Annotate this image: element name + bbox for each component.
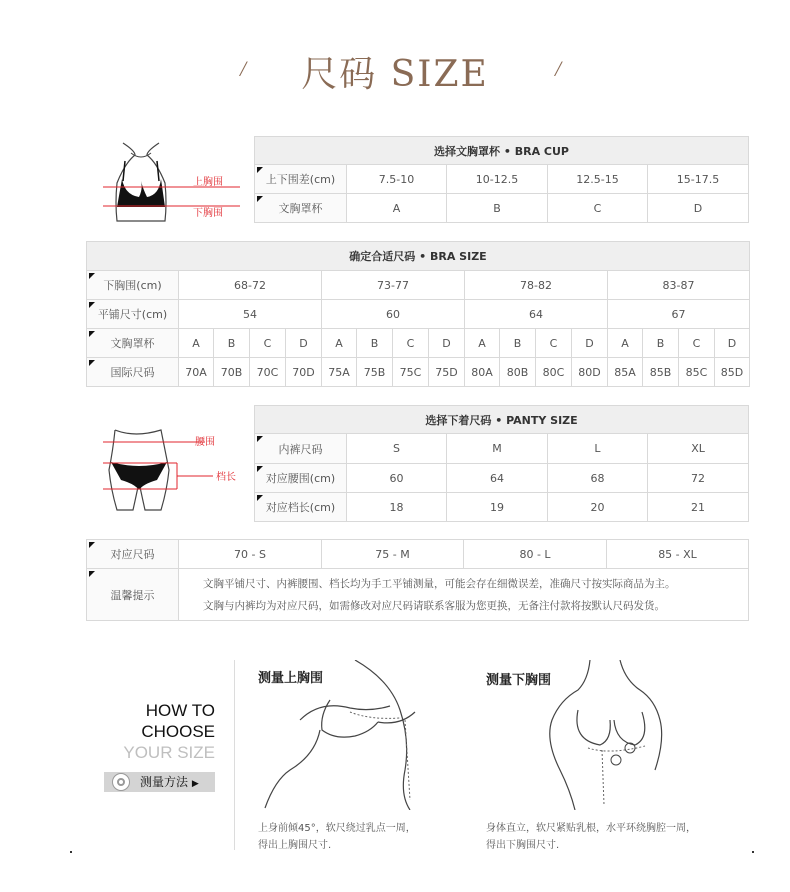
cup-cell: D [286, 329, 322, 358]
bra-size-header: 确定合适尺码 • BRA SIZE [87, 242, 750, 271]
panty-cell: 19 [447, 493, 548, 522]
bra-cup-cell: D [648, 194, 749, 223]
intl-size-cell: 75A [322, 358, 357, 387]
correspond-size-table [86, 539, 749, 621]
panty-cell: 60 [347, 464, 447, 493]
intl-size-cell: 85B [643, 358, 679, 387]
bust-figure-illustration [95, 133, 245, 228]
desc-line: 身体直立，软尺紧贴乳根，水平环绕胸腔一周， [486, 823, 696, 834]
panty-cell: 64 [447, 464, 548, 493]
panty-cell: L [548, 434, 648, 464]
intl-size-cell: 70A [179, 358, 214, 387]
cup-cell: A [608, 329, 643, 358]
corner-dot [752, 851, 754, 853]
title-slash-left: / [240, 56, 247, 81]
bra-cup-cell: 7.5-10 [347, 165, 447, 194]
tip-line: 文胸平铺尺寸、内裤腰围、档长均为手工平铺测量，可能会存在细微误差，准确尺寸按实际商品为主。 [203, 577, 676, 590]
bra-cup-cell: 12.5-15 [548, 165, 648, 194]
bra-cup-row-label: 上下围差(cm) [255, 165, 347, 194]
panty-row-label: 内裤尺码 [255, 434, 347, 464]
intl-size-cell: 70D [286, 358, 322, 387]
cup-label: 文胸罩杯 [87, 329, 179, 358]
panty-header: 选择下着尺码 • PANTY SIZE [255, 406, 749, 434]
panty-cell: XL [648, 434, 749, 464]
panty-cell: M [447, 434, 548, 464]
measure-method-button[interactable] [104, 772, 215, 792]
panty-row-label: 对应腰围(cm) [255, 464, 347, 493]
measure-lower-description [486, 820, 696, 854]
cup-cell: D [572, 329, 608, 358]
desc-line: 得出上胸围尺寸. [258, 840, 332, 851]
corner-dot [70, 851, 72, 853]
panty-size-table [254, 405, 749, 522]
upper-bust-label: 上胸围 [193, 177, 223, 188]
intl-size-cell: 80A [465, 358, 500, 387]
measure-lower-title: 测量下胸围 [486, 673, 552, 688]
intl-size-cell: 75B [357, 358, 393, 387]
bra-cup-cell: 10-12.5 [447, 165, 548, 194]
correspond-cell: 80 - L [464, 540, 607, 569]
under-bust-label: 下胸围 [193, 208, 223, 219]
intl-size-cell: 85A [608, 358, 643, 387]
panty-cell: 21 [648, 493, 749, 522]
desc-line: 得出下胸围尺寸. [486, 840, 560, 851]
bra-size-table [86, 241, 750, 387]
flat-size-cell: 54 [179, 300, 322, 329]
bra-cup-table [254, 136, 749, 223]
cup-cell: B [500, 329, 536, 358]
intl-size-cell: 80D [572, 358, 608, 387]
intl-size-cell: 85C [679, 358, 715, 387]
cup-cell: A [179, 329, 214, 358]
flat-size-cell: 67 [608, 300, 750, 329]
intl-size-cell: 75D [429, 358, 465, 387]
cup-cell: A [465, 329, 500, 358]
panty-cell: 72 [648, 464, 749, 493]
tip-line: 文胸与内裤均为对应尺码，如需修改对应尺码请联系客服为您更换，无备注付款将按默认尺码发货。 [203, 599, 665, 612]
play-arrow-icon: ▶ [191, 779, 199, 789]
bra-cup-row-label: 文胸罩杯 [255, 194, 347, 223]
howto-line: HOW TO [145, 701, 215, 720]
panty-row-label: 对应档长(cm) [255, 493, 347, 522]
section-divider [234, 660, 235, 850]
measure-upper-description [258, 820, 416, 854]
flat-size-cell: 60 [322, 300, 465, 329]
waist-label: 腰围 [195, 437, 215, 448]
panty-cell: 18 [347, 493, 447, 522]
bra-cup-header: 选择文胸罩杯 • BRA CUP [255, 137, 749, 165]
upper-bust-measure-illustration [260, 660, 460, 810]
underbust-cell: 83-87 [608, 271, 750, 300]
title-slash-right: / [555, 56, 562, 81]
panty-figure-illustration [95, 420, 245, 515]
underbust-cell: 73-77 [322, 271, 465, 300]
tips-label: 温馨提示 [87, 569, 179, 621]
howto-line: YOUR SIZE [123, 743, 215, 762]
measure-method-label: 测量方法 [140, 775, 189, 789]
intl-size-cell: 70C [250, 358, 286, 387]
cup-cell: C [393, 329, 429, 358]
cup-cell: A [322, 329, 357, 358]
panty-cell: 20 [548, 493, 648, 522]
title-area [0, 40, 790, 100]
correspond-label: 对应尺码 [87, 540, 179, 569]
intl-size-cell: 80C [536, 358, 572, 387]
cup-cell: C [679, 329, 715, 358]
flat-size-label: 平铺尺寸(cm) [87, 300, 179, 329]
correspond-cell: 75 - M [322, 540, 464, 569]
cup-cell: B [214, 329, 250, 358]
cup-cell: C [536, 329, 572, 358]
underbust-cell: 68-72 [179, 271, 322, 300]
measure-upper-title: 测量上胸围 [258, 671, 324, 686]
page-title: 尺码 SIZE [301, 54, 489, 95]
bra-cup-cell: B [447, 194, 548, 223]
cup-cell: D [715, 329, 750, 358]
panty-cell: S [347, 434, 447, 464]
cup-cell: C [250, 329, 286, 358]
correspond-cell: 70 - S [179, 540, 322, 569]
bra-cup-cell: A [347, 194, 447, 223]
how-to-choose-heading [100, 700, 215, 763]
intl-size-cell: 80B [500, 358, 536, 387]
bra-cup-cell: C [548, 194, 648, 223]
panty-cell: 68 [548, 464, 648, 493]
intl-size-label: 国际尺码 [87, 358, 179, 387]
underbust-cell: 78-82 [465, 271, 608, 300]
intl-size-cell: 85D [715, 358, 750, 387]
correspond-cell: 85 - XL [607, 540, 749, 569]
intl-size-cell: 70B [214, 358, 250, 387]
lower-bust-measure-illustration [530, 660, 710, 810]
intl-size-cell: 75C [393, 358, 429, 387]
tape-measure-icon [112, 773, 130, 791]
cup-cell: D [429, 329, 465, 358]
bra-cup-cell: 15-17.5 [648, 165, 749, 194]
howto-line: CHOOSE [141, 722, 215, 741]
cup-cell: B [357, 329, 393, 358]
underbust-label: 下胸围(cm) [87, 271, 179, 300]
tips-text [179, 569, 749, 621]
cup-cell: B [643, 329, 679, 358]
crotch-label: 档长 [216, 472, 236, 483]
flat-size-cell: 64 [465, 300, 608, 329]
desc-line: 上身前倾45°，软尺绕过乳点一周， [258, 823, 416, 834]
